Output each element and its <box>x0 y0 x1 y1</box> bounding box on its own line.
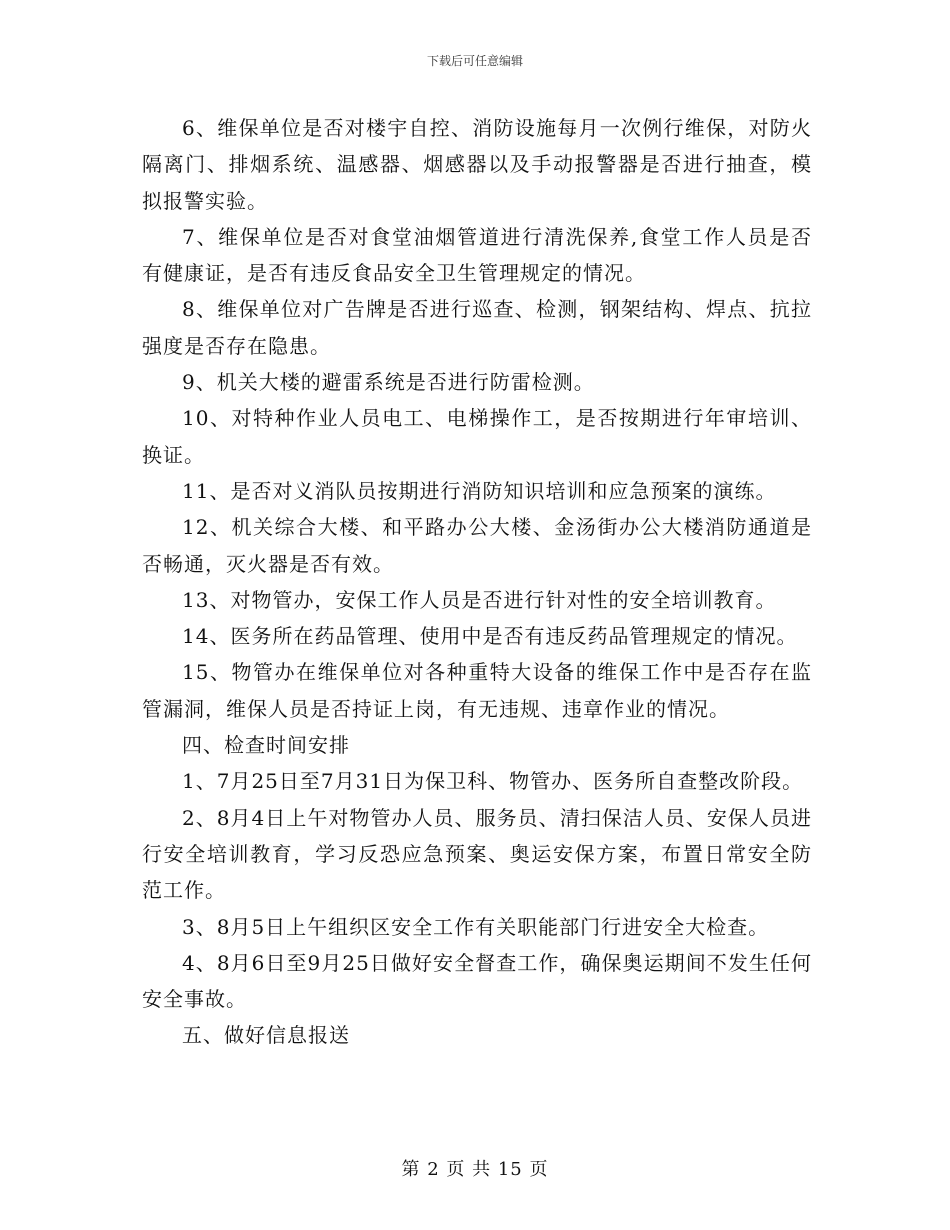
paragraph-item-8: 8、维保单位对广告牌是否进行巡查、检测，钢架结构、焊点、抗拉强度是否存在隐患。 <box>142 297 812 358</box>
paragraph-item-10: 10、对特种作业人员电工、电梯操作工，是否按期进行年审培训、换证。 <box>142 406 812 467</box>
paragraph-item-9: 9、机关大楼的避雷系统是否进行防雷检测。 <box>182 370 595 395</box>
schedule-item-3: 3、8月5日上午组织区安全工作有关职能部门行进安全大检查。 <box>182 914 770 939</box>
schedule-item-1: 1、7月25日至7月31日为保卫科、物管办、医务所自查整改阶段。 <box>182 769 804 794</box>
paragraph-item-6: 6、维保单位是否对楼宇自控、消防设施每月一次例行维保，对防火隔离门、排烟系统、温感器、烟感器以及手动报警器是否进行抽查，模拟报警实验。 <box>142 116 812 213</box>
page-number: 第 2 页 共 15 页 <box>401 1159 549 1180</box>
schedule-item-2: 2、8月4日上午对物管办人员、服务员、清扫保洁人员、安保人员进行安全培训教育，学习反恐应急预案、奥运安保方案，布置日常安全防范工作。 <box>142 805 812 903</box>
page-header: 下载后可任意编辑 <box>426 54 523 68</box>
paragraph-item-13: 13、对物管办，安保工作人员是否进行针对性的安全培训教育。 <box>182 587 777 612</box>
document-body <box>142 110 812 1054</box>
paragraph-item-14: 14、医务所在药品管理、使用中是否有违反药品管理规定的情况。 <box>182 624 798 649</box>
section-heading-reporting: 五、做好信息报送 <box>182 1023 350 1048</box>
paragraph-item-11: 11、是否对义消队员按期进行消防知识培训和应急预案的演练。 <box>182 478 777 503</box>
section-heading-schedule: 四、检查时间安排 <box>182 733 350 758</box>
paragraph-item-7: 7、维保单位是否对食堂油烟管道进行清洗保养,食堂工作人员是否有健康证，是否有违反食品安全卫生管理规定的情况。 <box>142 224 812 286</box>
paragraph-item-15: 15、物管办在维保单位对各种重特大设备的维保工作中是否存在监管漏洞，维保人员是否持证上岗，有无违规、违章作业的情况。 <box>142 660 812 721</box>
schedule-item-4: 4、8月6日至9月25日做好安全督查工作，确保奥运期间不发生任何安全事故。 <box>142 950 812 1012</box>
paragraph-item-12: 12、机关综合大楼、和平路办公大楼、金汤街办公大楼消防通道是否畅通，灭火器是否有效。 <box>142 515 812 576</box>
page-footer <box>0 1155 950 1181</box>
